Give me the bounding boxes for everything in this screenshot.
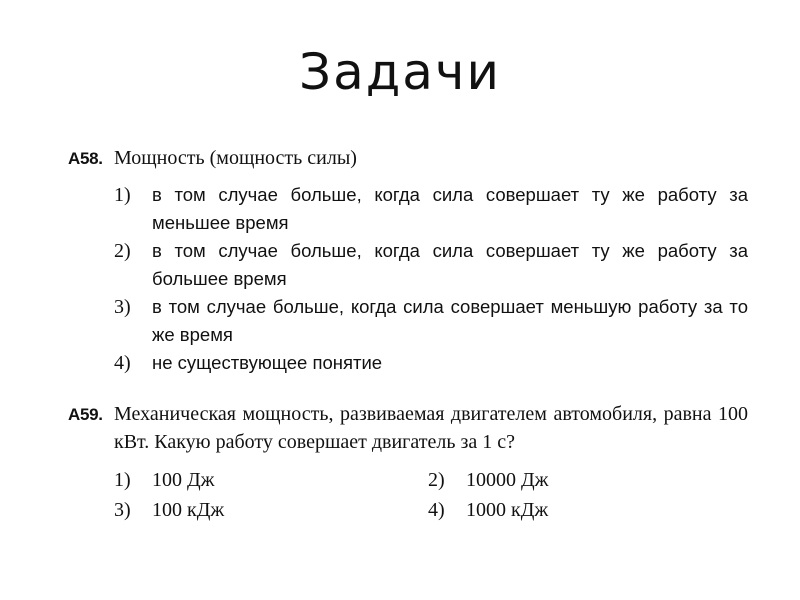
answer-options bbox=[68, 181, 748, 377]
answer-option bbox=[114, 293, 748, 349]
answer-options bbox=[68, 466, 748, 524]
option-text: 100 Дж bbox=[152, 469, 215, 491]
option-number: 1) bbox=[114, 184, 131, 206]
answer-option bbox=[114, 349, 748, 377]
option-number: 3) bbox=[114, 296, 131, 318]
problem-a58 bbox=[68, 144, 748, 377]
problem-question: Механическая мощность, развиваемая двигателем автомобиля, равна 100 кВт. Какую работу совершает двигатель за 1 с? bbox=[114, 403, 748, 453]
option-text: не существующее понятие bbox=[152, 352, 383, 373]
problem-header bbox=[68, 400, 748, 456]
option-number: 1) bbox=[114, 469, 131, 491]
answer-option bbox=[114, 466, 428, 494]
answer-option bbox=[114, 237, 748, 293]
option-number: 2) bbox=[114, 240, 131, 262]
answer-option bbox=[114, 181, 748, 237]
problem-number: A58. bbox=[68, 149, 103, 168]
option-text: в том случае больше, когда сила совершает меньшую работу за то же время bbox=[152, 296, 748, 345]
option-number: 4) bbox=[114, 352, 131, 374]
problem-header bbox=[68, 144, 748, 173]
option-text: 100 кДж bbox=[152, 499, 225, 521]
option-text: 1000 кДж bbox=[466, 499, 549, 521]
problem-a59 bbox=[68, 400, 748, 524]
option-text: в том случае больше, когда сила совершает ту же работу за меньшее время bbox=[152, 184, 748, 233]
answer-option bbox=[428, 466, 728, 494]
answer-option bbox=[428, 496, 728, 524]
option-text: в том случае больше, когда сила совершает ту же работу за большее время bbox=[152, 240, 748, 289]
slide-title: Задачи bbox=[299, 43, 501, 101]
option-number: 2) bbox=[428, 469, 445, 491]
problem-question: Мощность (мощность силы) bbox=[114, 147, 357, 169]
answer-option bbox=[114, 496, 428, 524]
problem-number: A59. bbox=[68, 405, 103, 424]
option-number: 3) bbox=[114, 499, 131, 521]
option-text: 10000 Дж bbox=[466, 469, 549, 491]
option-number: 4) bbox=[428, 499, 445, 521]
